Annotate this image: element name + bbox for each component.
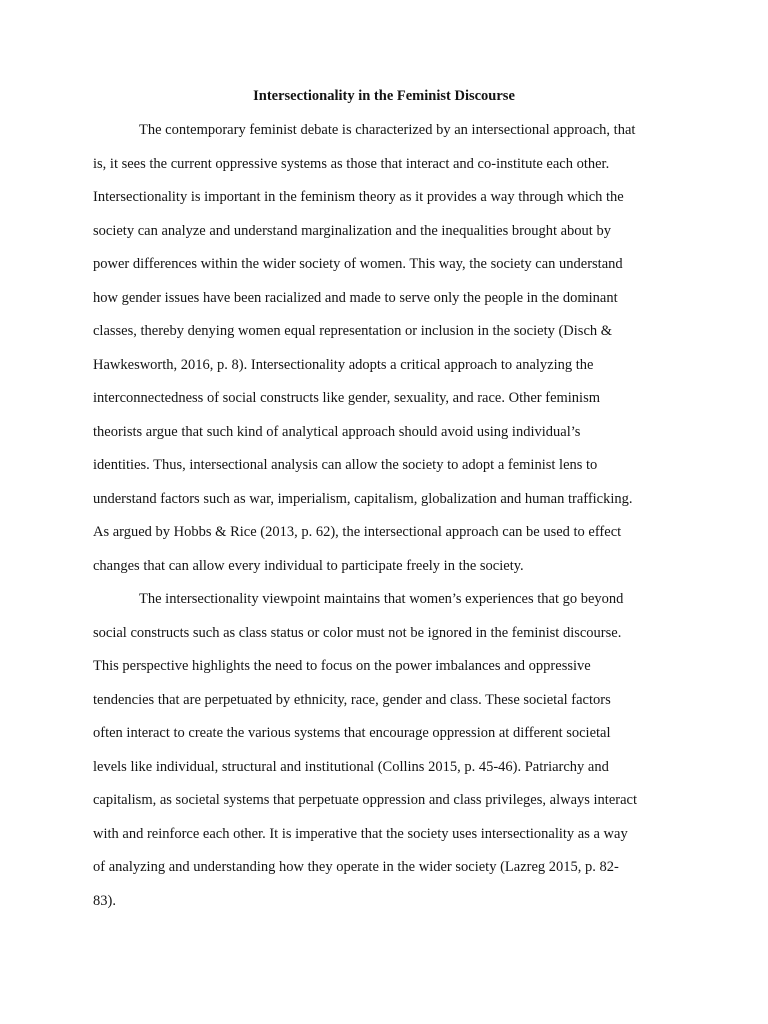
paragraph-1 <box>93 118 693 587</box>
text-line: how gender issues have been racialized and made to serve only the people in the dominant <box>93 289 618 306</box>
document-body <box>93 118 693 922</box>
text-line: theorists argue that such kind of analytical approach should avoid using individual’s <box>93 423 581 440</box>
text-line: This perspective highlights the need to focus on the power imbalances and oppressive <box>93 658 591 674</box>
text-line: is, it sees the current oppressive systems as those that interact and co-institute each other. <box>93 155 610 172</box>
text-line: Hawkesworth, 2016, p. 8). Intersectionality adopts a critical approach to analyzing the <box>93 356 594 373</box>
text-line: classes, thereby denying women equal representation or inclusion in the society (Disch & <box>93 323 613 339</box>
text-line: Intersectionality is important in the feminism theory as it provides a way through which the <box>93 189 624 205</box>
text-line: interconnectedness of social constructs like gender, sexuality, and race. Other feminism <box>93 390 601 406</box>
text-line: changes that can allow every individual to participate freely in the society. <box>93 557 524 574</box>
document-title: Intersectionality in the Feminist Discourse <box>253 88 515 104</box>
text-line: understand factors such as war, imperialism, capitalism, globalization and human trafficking. <box>93 490 633 507</box>
text-line: capitalism, as societal systems that perpetuate oppression and class privileges, always interact <box>93 792 637 808</box>
text-line: tendencies that are perpetuated by ethnicity, race, gender and class. These societal factors <box>93 691 611 708</box>
text-line: with and reinforce each other. It is imperative that the society uses intersectionality as a way <box>93 825 628 842</box>
paragraph-2 <box>93 587 693 922</box>
text-line: often interact to create the various systems that encourage oppression at different societal <box>93 725 611 741</box>
text-line: The intersectionality viewpoint maintains that women’s experiences that go beyond <box>139 591 624 607</box>
text-line: As argued by Hobbs & Rice (2013, p. 62), the intersectional approach can be used to effect <box>93 524 622 540</box>
text-line: The contemporary feminist debate is characterized by an intersectional approach, that <box>139 122 636 138</box>
text-line: levels like individual, structural and institutional (Collins 2015, p. 45-46). Patriarchy and <box>93 758 609 775</box>
text-line: society can analyze and understand marginalization and the inequalities brought about by <box>93 222 611 239</box>
text-line: of analyzing and understanding how they operate in the wider society (Lazreg 2015, p. 82- <box>93 859 619 875</box>
text-line: power differences within the wider society of women. This way, the society can understand <box>93 256 623 272</box>
text-line: social constructs such as class status or color must not be ignored in the feminist discourse. <box>93 624 622 641</box>
text-line: identities. Thus, intersectional analysis can allow the society to adopt a feminist lens to <box>93 457 598 473</box>
text-line: 83). <box>93 892 116 909</box>
